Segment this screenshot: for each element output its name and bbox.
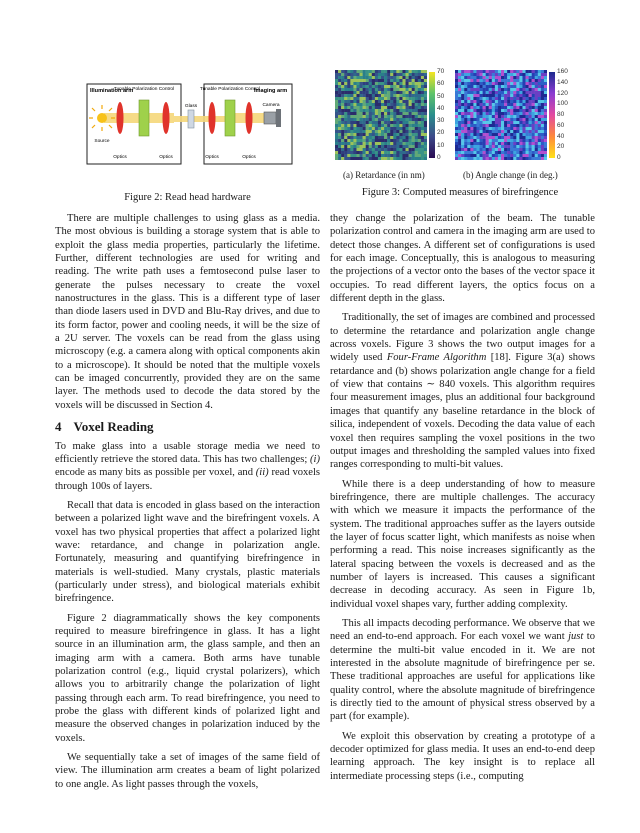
paragraph: While there is a deep understanding of how to measure birefringence, there are multiple challenges. The accuracy with which we measure it impacts the performance of the system. The traditional approaches suffer as the layers outside the layer of focus scatter light, which manifests as noise when performing a read. This noise increases significantly as the lateral spacing between the voxels is decreased and as the number of layers is increased. This causes a significant decrease in decoding accuracy. As seen in Figure 1b, individual voxel shapes vary, further adding complexity. <box>330 478 595 610</box>
colorbar-tick-label: 0 <box>437 154 441 161</box>
angle-change-heatmap <box>455 70 547 160</box>
optics-lens-2 <box>163 102 170 134</box>
angle-colorbar <box>549 72 555 158</box>
paragraph: There are multiple challenges to using glass as a media. The most obvious is building a storage system that is able to exploit the glass media properties, particularly the lifetime. Further, different technologies are used for writing and reading. The write path uses a femtosecond pulse laser to generate the pulses necessary to create the voxel nanostructures in the glass. This is a different type of laser than diode lasers used in DVD and Blu-Ray drives, and due to its form factor, power and cooling needs, it will be the size of a 2U server. The voxels can be read from the glass using microscopy (e.g. a camera along with optical components akin to a microscope). It should be noted that the multiple voxels can be imaged concurrently, provided they are on the same layer. The methods used to decode the data stored by the voxels will be discussed in Section 4. <box>55 213 320 411</box>
polarizer-left <box>139 100 149 136</box>
paragraph: Recall that data is encoded in glass based on the interaction between a polarized light wave and the birefringent voxels. A voxel has two physical properties that affect a polarized light wave: retardance, and change in polarization angle. Fortunately, measuring and quantifying birefringence in materials is well-studied. Many crystals, plastic materials (particularly under stress), and biological materials exhibit birefringence. <box>55 499 320 605</box>
colorbar-tick-label: 20 <box>557 143 565 151</box>
optics-lens-4 <box>246 102 253 134</box>
colorbar-tick-label: 0 <box>557 154 561 161</box>
text-run: encode as many bits as possible per voxel, and <box>55 467 256 479</box>
optics-lens-1 <box>117 102 124 134</box>
italic-run: (i) <box>310 453 320 465</box>
light-beam-center <box>174 116 230 122</box>
colorbar-tick-label: 60 <box>557 121 565 129</box>
italic-run: Four-Frame Algorithm <box>386 352 487 364</box>
optics-lens-3 <box>209 102 216 134</box>
imaging-arm-label: Imaging arm <box>254 88 288 94</box>
subcaption-retardance: (a) Retardance (in nm) <box>343 170 425 180</box>
right-column <box>330 212 595 789</box>
colorbar-tick-label: 30 <box>437 117 445 125</box>
camera-body <box>264 112 276 124</box>
optics-label-4: Optics <box>242 155 256 160</box>
colorbar-tick-label: 100 <box>557 100 568 108</box>
text-run: [18]. Figure 3(a) shows retardance and (b) shows polarization angle change for a field of view that contains ∼ 840 voxels. This algorithm requires four measurement images, plus an additional four background images that quantify any baseline retardance in the block of silica, independent of voxels. Decoding the data value of each voxel then requires sampling the voxel positions in the two output images and thresholding the sampled values into fixed ranges corresponding to multi-bit values. <box>330 352 595 471</box>
italic-run: (ii) <box>255 467 269 479</box>
colorbar-tick-label: 60 <box>437 80 445 88</box>
figure-3-caption: Figure 3: Computed measures of birefringence <box>361 187 559 198</box>
tunable-label-right: Tunable Polarization Control <box>199 87 261 92</box>
illumination-arm-label: Illumination arm <box>90 88 134 94</box>
section-title: Voxel Reading <box>73 419 154 435</box>
subcaption-angle: (b) Angle change (in deg.) <box>463 170 558 180</box>
retardance-heatmap <box>335 70 427 160</box>
optics-label-2: Optics <box>159 155 173 160</box>
colorbar-tick-label: 40 <box>437 104 445 112</box>
paragraph: Figure 2 diagrammatically shows the key components required to measure birefringence in glass. It has a light source in an illumination arm, the glass sample, and then an imaging arm with a camera. Both arms have tunable polarization control (e.g., liquid crystal polarizers), which allows you to arbitrarily change the polarization of light passing through each arm. To read birefringence, you need to probe the glass with different kinds of polarized light and measure the observed changes in polarization induced by the voxels. <box>55 612 320 744</box>
figure-2-diagram <box>86 76 294 168</box>
camera-back <box>276 109 281 127</box>
paragraph <box>330 617 595 724</box>
glass-sample <box>188 110 194 128</box>
left-column <box>55 212 320 797</box>
text-run: This all impacts decoding performance. We observe that we need an end-to-end approach. For each voxel we want <box>330 617 595 643</box>
colorbar-tick-label: 10 <box>437 141 445 149</box>
figure-3 <box>335 68 580 180</box>
retardance-colorbar <box>429 72 435 158</box>
colorbar-tick-label: 50 <box>437 92 445 100</box>
colorbar-tick-label: 40 <box>557 132 565 140</box>
italic-run: just <box>568 631 584 643</box>
colorbar-tick-label: 120 <box>557 89 568 97</box>
colorbar-tick-label: 80 <box>557 111 565 118</box>
tunable-label-left: Tunable Polarization Control <box>113 87 175 92</box>
paragraph: We exploit this observation by creating a prototype of a decoder optimized for glass media. It uses an end-to-end deep learning approach. The key insight is to replace all intermediate processing steps (i.e., computing <box>330 730 595 782</box>
paragraph <box>55 440 320 493</box>
camera-label: Camera <box>262 103 280 108</box>
polarizer-right <box>225 100 235 136</box>
optics-label-1: Optics <box>113 155 127 160</box>
figure-2-caption: Figure 2: Read head hardware <box>124 192 251 203</box>
colorbar-tick-label: 140 <box>557 78 568 86</box>
glass-label: Glass <box>184 104 198 109</box>
paragraph: We sequentially take a set of images of the same field of view. The illumination arm creates a beam of light polarized to one angle. As light passes through the voxels, <box>55 752 320 790</box>
text-run: to determine the multi-bit value encoded in it. We are not interested in the absolute magnitude of birefringence per se. These traditional approaches are useful for applications like quality control, where the absolute magnitude of birefringence is directly tied to the amount of physical stress observed by a part (for example). <box>330 631 595 723</box>
colorbar-tick-label: 160 <box>557 68 568 75</box>
colorbar-tick-label: 70 <box>437 68 445 75</box>
colorbar-tick-label: 20 <box>437 129 445 137</box>
source-icon <box>89 105 115 131</box>
text-run: Traditionally, the set of images are combined and processed to determine the retardance and polarization angle change across voxels. Figure 3 shows the two output images for a widely used <box>330 312 595 364</box>
section-heading <box>55 420 320 433</box>
section-number: 4 <box>55 419 62 435</box>
paragraph <box>330 311 595 471</box>
paragraph: they change the polarization of the beam. The tunable polarization control and camera in the imaging arm are used to detect those changes. A different set of configurations is used for each image. Conceptually, this is analogous to measuring the projections of a vector onto the bases of the vector space it occupies. To read different layers, the optics focus on a different depth in the glass. <box>330 213 595 305</box>
optics-label-3: Optics <box>205 155 219 160</box>
text-run: To make glass into a usable storage media we need to efficiently retrieve the stored data. This has two challenges; <box>55 440 320 465</box>
source-label: Source <box>94 139 110 144</box>
text-run: read voxels through 100s of layers. <box>55 467 320 492</box>
